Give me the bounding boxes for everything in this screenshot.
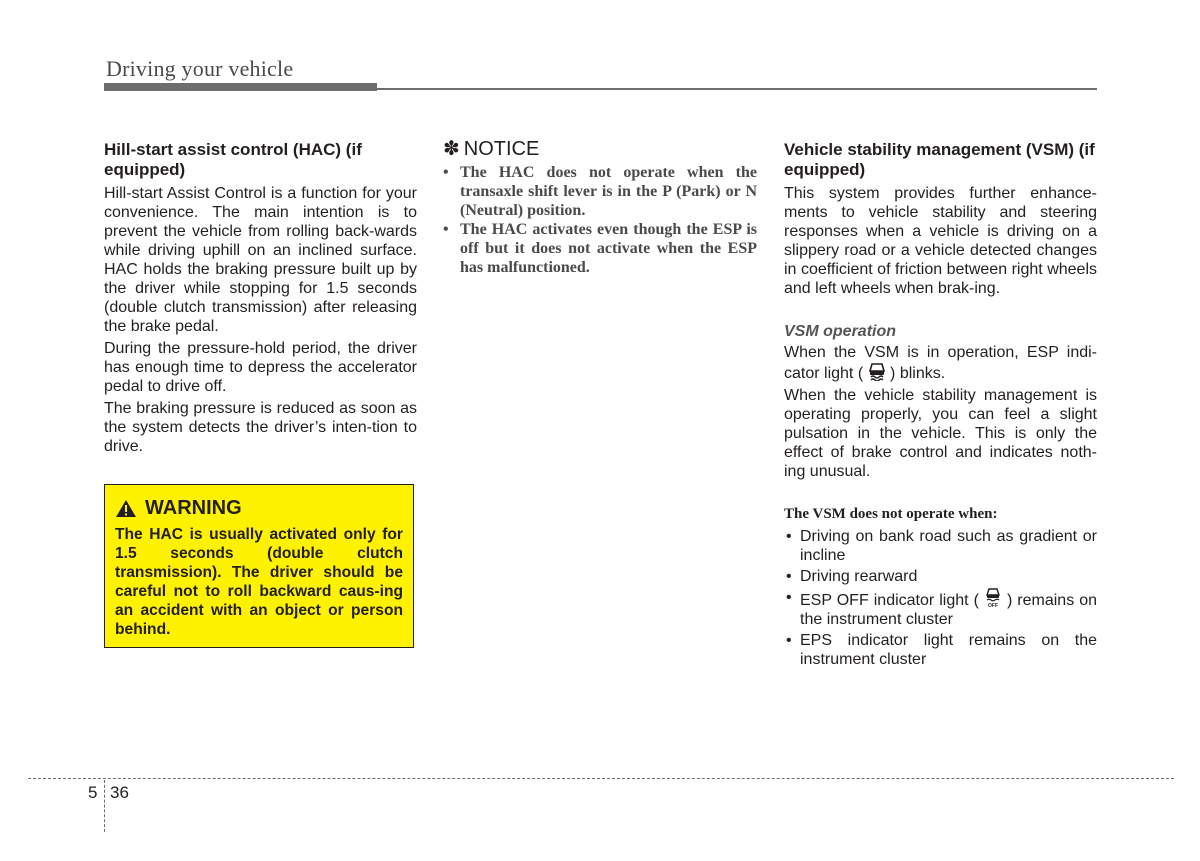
list-item: • Driving on bank road such as gradient or incline [786, 528, 1097, 564]
vsm-operation-heading: VSM operation [784, 323, 897, 340]
vsm-operation-paragraph-2: When the vehicle stability management is operating properly, you can feel a slight pulsation in the vehicle. This is only the effect of brake control and indicates noth-ing unusual. [784, 387, 1097, 480]
vsm-column [784, 140, 1097, 671]
notice-title [443, 140, 757, 159]
page-header-title: Driving your vehicle [106, 56, 294, 81]
notice-list [443, 163, 757, 277]
vsm-not-operate-heading: The VSM does not operate when: [784, 506, 998, 522]
notice-star-icon: ✽ [443, 138, 460, 160]
warning-title [115, 497, 403, 520]
vsm-operation-paragraph-1: When the VSM is in operation, ESP indi-cator light ( ) blinks. [784, 344, 1097, 382]
list-item: • EPS indicator light remains on the instrument cluster [786, 632, 1097, 668]
warning-body: The HAC is usually activated only for 1.5 seconds (double clutch transmission). The driver should be careful not to roll backward caus-ing an accident with an object or person behind. [115, 526, 403, 638]
list-item: • Driving rearward [786, 568, 918, 585]
vsm-intro: This system provides further enhance-ments to vehicle stability and steering responses when a vehicle is driving on a slippery road or a vehicle detected changes in coefficient of friction between right wheels and left wheels when brak-ing. [784, 185, 1097, 297]
notice-item: • The HAC does not operate when the transaxle shift lever is in the P (Park) or N (Neutral) position. [443, 164, 757, 219]
footer-dotted-rule [28, 778, 1174, 779]
warning-box [104, 484, 414, 648]
esp-off-indicator-icon [984, 588, 1002, 608]
hac-heading: Hill-start assist control (HAC) (if equipped) [104, 140, 362, 179]
esp-off-icon-label: OFF [987, 603, 998, 608]
notice-column [443, 140, 757, 277]
hac-paragraph-2: During the pressure-hold period, the driver has enough time to depress the accelerator pedal to drive off. [104, 340, 417, 395]
hac-column [104, 140, 417, 459]
list-item: • ESP OFF indicator light ( OFF ) remains on the instrument cluster [786, 589, 1098, 628]
hac-paragraph-3: The braking pressure is reduced as soon as the system detects the driver’s inten-tion to drive. [104, 400, 417, 455]
page-chapter-number: 5 [88, 783, 98, 802]
warning-title-text: WARNING [145, 497, 242, 519]
page-number: 36 [110, 783, 129, 802]
header-rule-thin [104, 88, 1097, 90]
footer-dotted-vertical-rule [104, 780, 105, 832]
vsm-heading: Vehicle stability management (VSM) (if equipped) [784, 140, 1095, 179]
hac-paragraph-1: Hill-start Assist Control is a function for your convenience. The main intention is to prevent the vehicle from rolling back-wards while driving uphill on an inclined surface. HAC holds the braking pressure built up by the driver while stopping for 1.5 seconds (double clutch transmission) after releasing the brake pedal. [104, 185, 417, 335]
warning-triangle-icon [115, 499, 137, 518]
vsm-not-operate-list [784, 527, 1097, 669]
esp-indicator-icon [868, 362, 886, 381]
notice-title-text: NOTICE [463, 138, 540, 160]
notice-item: • The HAC activates even though the ESP is off but it does not activate when the ESP has malfunctioned. [443, 221, 757, 276]
